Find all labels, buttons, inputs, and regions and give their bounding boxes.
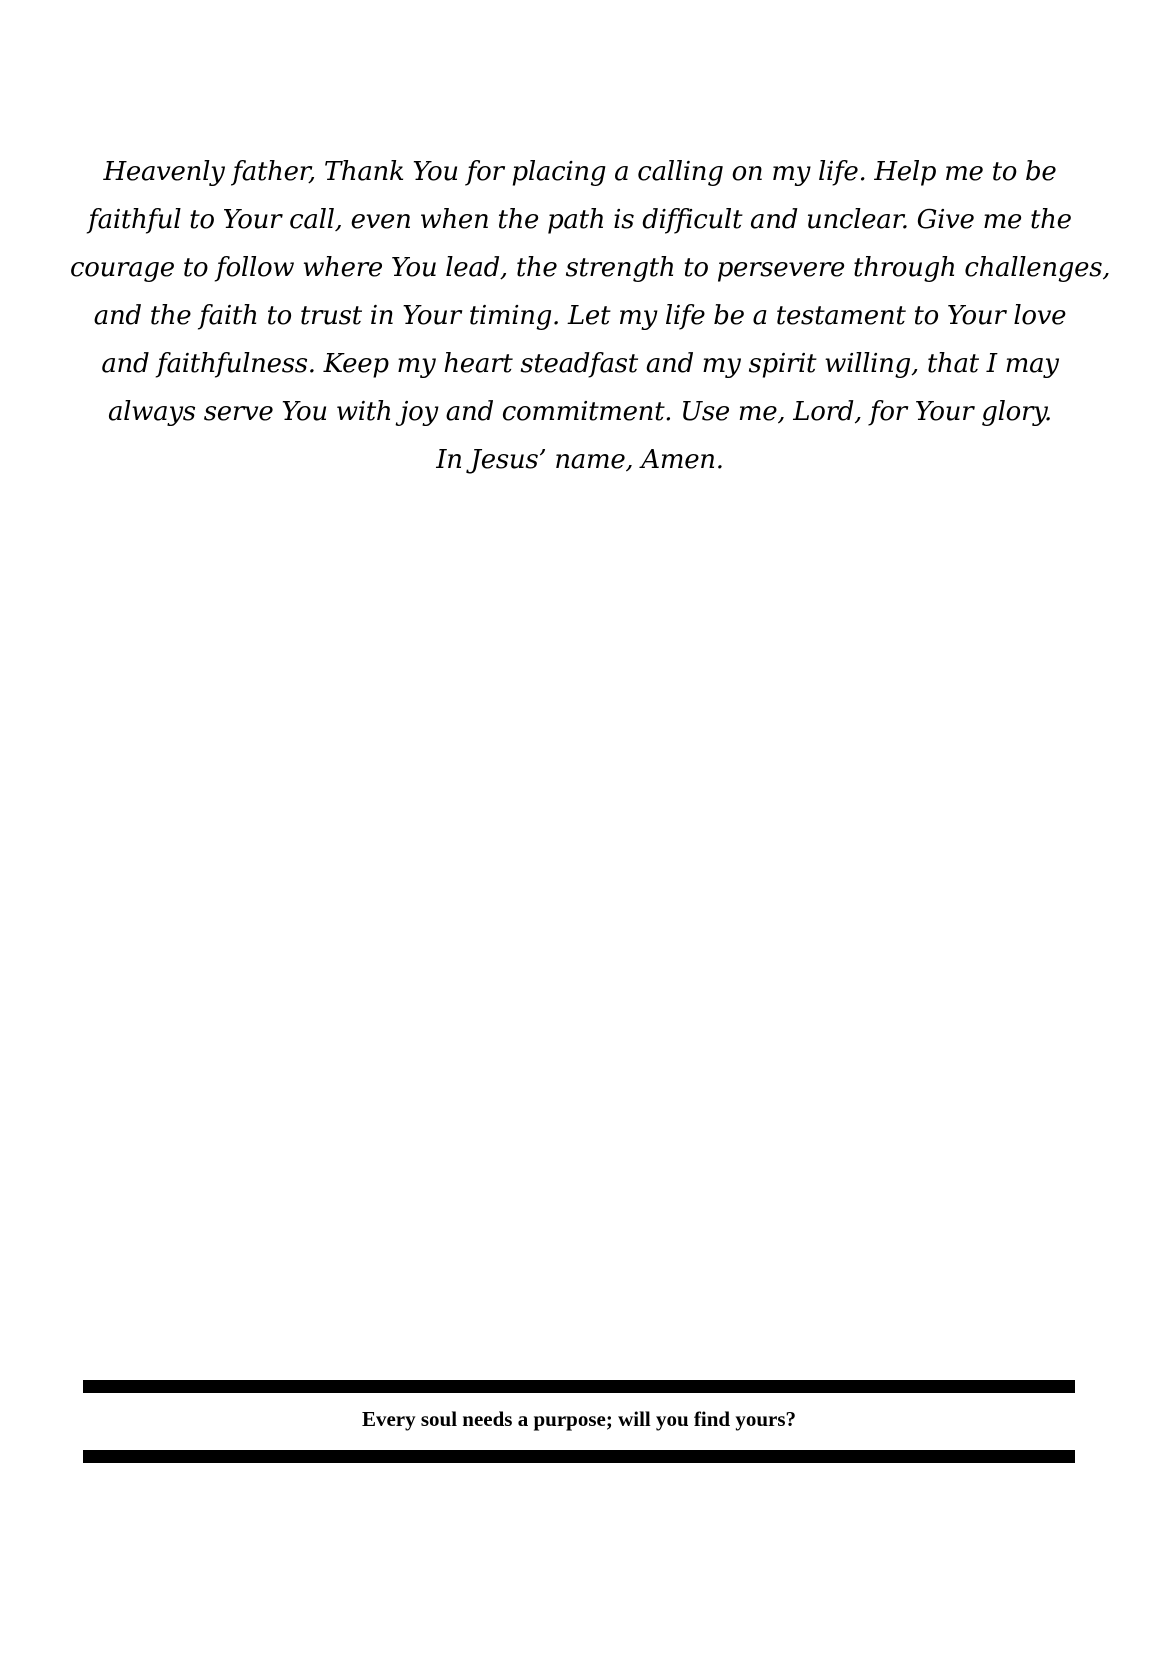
- prayer-line: courage to follow where You lead, the strength to persevere through challenges,: [70, 253, 1111, 283]
- footer-top-rule: [83, 1380, 1075, 1393]
- prayer-line: always serve You with joy and commitment. Use me, Lord, for Your glory.: [107, 397, 1053, 427]
- prayer-line: and faithfulness. Keep my heart steadfast and my spirit willing, that I may: [101, 349, 1059, 379]
- prayer-line: Heavenly father, Thank You for placing a calling on my life. Help me to be: [103, 157, 1057, 187]
- footer: [83, 1380, 1075, 1463]
- footer-bottom-rule: [83, 1450, 1075, 1463]
- footer-tagline: Every soul needs a purpose; will you find yours?: [361, 1407, 797, 1431]
- prayer-text: [70, 148, 1111, 484]
- prayer-closing: In Jesus’ name, Amen.: [436, 445, 724, 475]
- prayer-line: faithful to Your call, even when the path is difficult and unclear. Give me the: [88, 205, 1072, 235]
- prayer-line: and the faith to trust in Your timing. Let my life be a testament to Your love: [93, 301, 1067, 331]
